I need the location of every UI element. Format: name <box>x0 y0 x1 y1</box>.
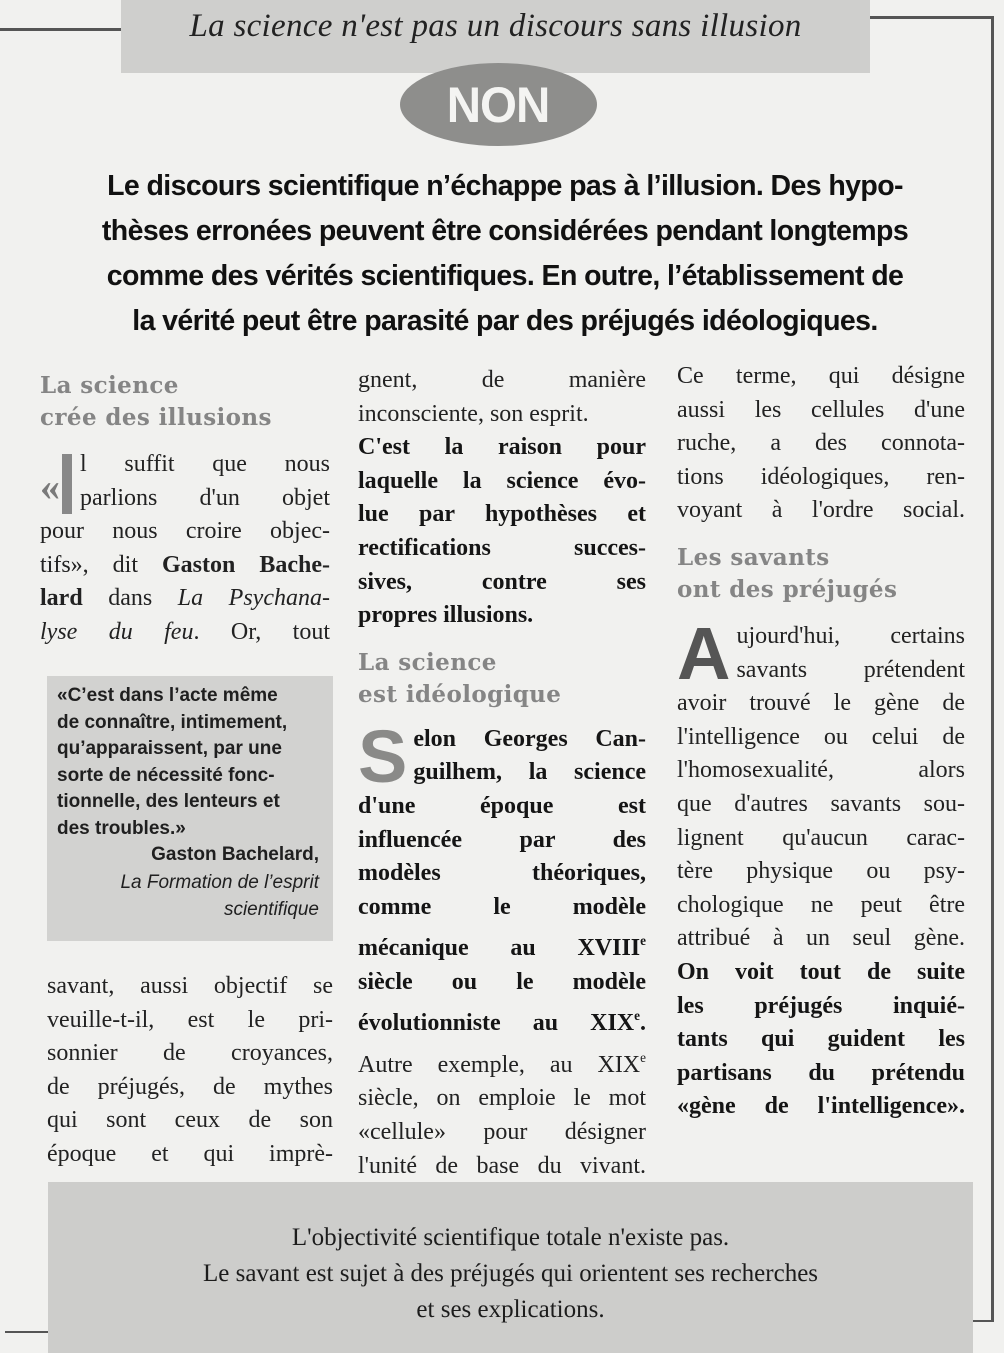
text-line: chologique ne peut être <box>677 891 965 918</box>
text-line: savants prétendent <box>736 656 965 683</box>
quote-line: des troubles.» <box>57 817 186 839</box>
bold-line <box>358 999 646 1040</box>
heading-line: La science <box>40 372 179 399</box>
text-line: tions idéologiques, ren- <box>677 463 965 490</box>
bold-line <box>358 924 646 965</box>
text-line: tère physique ou psy- <box>677 858 965 885</box>
bold-line: influencée par des <box>358 826 646 853</box>
text-line <box>40 549 330 583</box>
section-heading-prejuges <box>677 542 965 606</box>
section-2-body <box>358 714 646 1183</box>
lead-line: Le discours scientifique n’échappe pas à l’illusion. Des hypo- <box>107 170 903 202</box>
book-title: lyse du feu <box>40 618 194 645</box>
text-line: voyant à l'ordre social. <box>677 497 965 524</box>
conclusion-line: Le savant est sujet à des préjugés qui orientent ses recherches <box>202 1260 819 1287</box>
quote-line: «C’est dans l’acte même <box>57 685 278 706</box>
heading-line: La science <box>358 648 497 676</box>
page-title: La science n'est pas un discours sans illusion <box>189 8 802 44</box>
text-line <box>40 582 330 616</box>
text-line: qui sont ceux de son <box>47 1107 333 1134</box>
bold-line: laquelle la science évo- <box>358 467 646 494</box>
text-line: veuille-t-il, est le pri- <box>47 1006 333 1033</box>
text-line: siècle, on emploie le mot <box>358 1085 646 1112</box>
text-line: ujourd'hui, certains <box>736 622 965 649</box>
bold-line: lue par hypothèses et <box>358 501 646 528</box>
heading-line: est idéologique <box>358 680 562 708</box>
frame-line-right <box>991 16 994 1322</box>
section-3-body <box>677 611 965 1124</box>
bold-line: tants qui guident les <box>677 1026 965 1053</box>
text-run: tifs», dit <box>40 551 162 578</box>
text-line: de préjugés, de mythes <box>47 1073 333 1100</box>
superscript: e <box>640 933 646 949</box>
heading-line: Les savants <box>677 543 830 571</box>
sidebar-quote-box <box>47 676 333 941</box>
conclusion-line: et ses explications. <box>416 1296 605 1323</box>
text-line: Ce terme, qui désigne <box>677 363 965 389</box>
frame-line-top-right <box>870 16 994 19</box>
heading-line: ont des préjugés <box>677 575 898 603</box>
author-name: Gaston Bache- <box>162 551 330 578</box>
text-line: aussi les cellules d'une <box>677 396 965 423</box>
author-name: lard <box>40 585 83 612</box>
quote-author: Gaston Bachelard, <box>151 844 319 865</box>
bold-line: modèles théoriques, <box>358 860 646 887</box>
bold-line: partisans du prétendu <box>677 1059 965 1086</box>
text-line: gnent, de manière <box>358 367 646 393</box>
text-line: l'intelligence ou celui de <box>677 723 965 750</box>
text-run: dans <box>82 585 178 612</box>
text-line: inconsciente, son esprit. <box>358 400 589 427</box>
section-1-body <box>40 448 330 650</box>
sidebar-quote-text <box>57 683 323 842</box>
column-1 <box>40 370 330 650</box>
bold-line: propres illusions. <box>358 602 534 629</box>
quote-line: tionnelle, des lenteurs et <box>57 791 280 812</box>
bold-line: rectifications succes- <box>358 534 646 561</box>
bold-line: guilhem, la science <box>413 759 646 786</box>
text-line: sonnier de croyances, <box>47 1040 333 1067</box>
column-2 <box>358 364 646 1183</box>
superscript: e <box>634 1008 640 1024</box>
text-line: l'homosexualité, alors <box>677 757 965 784</box>
text-line: l'unité de base du vivant. <box>358 1152 646 1179</box>
lead-line: la vérité peut être parasité par des préjugés idéologiques. <box>132 305 878 337</box>
book-title: La Psychana- <box>177 585 330 612</box>
dropcap-I <box>62 454 72 514</box>
text-line: savant, aussi objectif se <box>47 973 333 999</box>
text-line <box>358 1041 646 1082</box>
text-line: lignent qu'aucun carac- <box>677 824 965 851</box>
source-line: scientifique <box>223 899 319 920</box>
column-3 <box>677 360 965 1124</box>
text-line: parlions d'un objet <box>80 484 330 511</box>
bold-line: «gène de l'intelligence». <box>677 1093 965 1120</box>
text-line: attribué à un seul gène. <box>677 925 965 952</box>
quote-line: sorte de nécessité fonc- <box>57 764 275 786</box>
conclusion-text <box>48 1220 973 1328</box>
frame-line-top-left <box>0 28 121 31</box>
quote-line: qu’apparaissent, par une <box>57 738 282 759</box>
text-run: . Or, tout <box>193 618 330 645</box>
conclusion-line: L'objectivité scientifique totale n'existe pas. <box>291 1224 730 1251</box>
text-line: «cellule» pour désigner <box>358 1118 646 1145</box>
text-line: ruche, a des connota- <box>677 430 965 457</box>
bold-line: sives, contre ses <box>358 568 646 595</box>
dropcap-A: A <box>677 611 731 695</box>
column-1-continued <box>47 970 333 1172</box>
heading-line: crée des illusions <box>40 404 272 431</box>
text-run: . <box>640 1010 646 1037</box>
lead-line: thèses erronées peuvent être considérées pendant longtemps <box>101 215 909 247</box>
source-line: La Formation de l’esprit <box>120 872 319 893</box>
quote-line: de connaître, intimement, <box>57 711 288 733</box>
text-line: avoir trouvé le gène de <box>677 690 965 717</box>
section-heading-illusions <box>40 370 330 434</box>
non-badge <box>400 63 597 146</box>
text-line <box>40 616 330 650</box>
bold-line: siècle ou le modèle <box>358 968 646 995</box>
bold-line: elon Georges Can- <box>413 725 646 752</box>
text-line: que d'autres savants sou- <box>677 790 965 817</box>
dropcap-S: S <box>358 714 408 798</box>
conclusion-box <box>48 1182 973 1353</box>
lead-paragraph <box>40 164 970 344</box>
opening-quote-mark: « <box>40 464 60 509</box>
bold-line: les préjugés inquié- <box>677 992 965 1019</box>
non-badge-label: NON <box>447 76 550 133</box>
text-line: époque et qui imprè- <box>47 1140 333 1167</box>
quote-source <box>49 869 319 923</box>
text-run: Autre exemple, au XIX <box>358 1051 641 1078</box>
lead-line: comme des vérités scientifiques. En outre, l’établissement de <box>106 260 904 292</box>
section-heading-ideologique <box>358 647 646 711</box>
text-run: évolutionniste au XIX <box>358 1010 635 1037</box>
text-run: mécanique au XVIII <box>358 935 641 962</box>
bold-line: comme le modèle <box>358 893 646 920</box>
text-line: pour nous croire objec- <box>40 518 330 545</box>
frame-line-bottom-right <box>973 1320 994 1322</box>
bold-line: C'est la raison pour <box>358 434 646 461</box>
text-line: l suffit que nous <box>80 451 330 477</box>
superscript: e <box>640 1049 646 1065</box>
bold-line: d'une époque est <box>358 792 646 819</box>
frame-line-bottom-left <box>5 1331 48 1333</box>
bold-line: On voit tout de suite <box>677 958 965 985</box>
